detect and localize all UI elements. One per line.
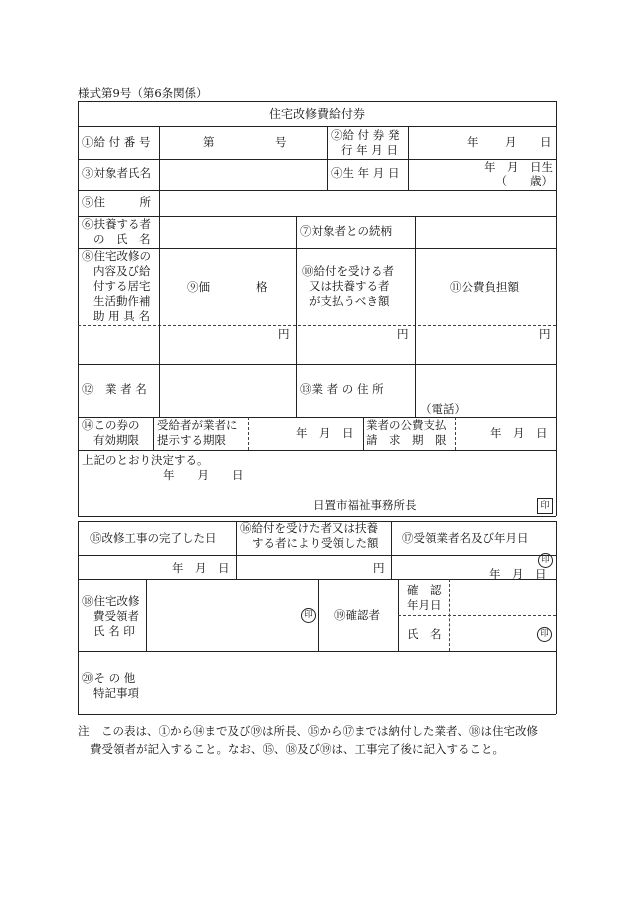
label-claim-1: 業者の公費支払 <box>366 418 447 432</box>
label-price: ⑨価 格 <box>187 280 268 294</box>
issue-day: 日 <box>540 135 552 149</box>
label-valid-2: 有効期限 <box>93 433 139 447</box>
label-pay-3: が支払うべき額 <box>309 294 390 308</box>
label-subject-name: ③対象者氏名 <box>82 166 151 180</box>
label-received-2: する者により受領した額 <box>252 536 379 550</box>
label-birth-date: ④生 年 月 日 <box>331 166 400 180</box>
label-confirm-name: 氏 名 <box>407 627 442 641</box>
label-public-burden: ⑪公費負担額 <box>450 280 519 294</box>
completion-ymd: 年 月 日 <box>172 561 230 575</box>
label-confirmer: ⑲確認者 <box>334 608 380 622</box>
yen-price: 円 <box>278 327 290 341</box>
birth-age: （ 歳） <box>495 174 553 188</box>
label-remarks-1: ⑳そ の 他 <box>82 671 136 685</box>
birth-ymd: 年 月 日生 <box>484 160 553 174</box>
label-confirm-date-2: 年月日 <box>407 598 442 612</box>
phone-label: （電話） <box>420 402 466 416</box>
label-vendor-name: ⑫ 業 者 名 <box>82 382 147 396</box>
label-relation: ⑦対象者との続柄 <box>300 224 392 238</box>
number-go: 号 <box>275 135 287 149</box>
label-valid-1: ⑭この券の <box>82 418 140 432</box>
label-issue-date-2: 行 年 月 日 <box>341 143 398 157</box>
label-vendor-received: ⑰受領業者名及び年月日 <box>402 531 529 545</box>
seal-icon: 印 <box>301 608 316 623</box>
label-supporter-1: ⑥扶養する者 <box>82 217 151 231</box>
table-border-top <box>78 101 556 102</box>
label-recipient-1: ⑱住宅改修 <box>82 594 140 608</box>
present-ymd: 年 月 日 <box>296 426 354 440</box>
label-grant-number: ①給 付 番 号 <box>82 135 151 149</box>
note-line-1: 注 この表は、①から⑭まで及び⑲は所長、⑮から⑰までは納付した業者、⑱は住宅改修 <box>78 724 538 738</box>
claim-ymd: 年 月 日 <box>490 426 548 440</box>
label-recipient-3: 氏 名 印 <box>93 624 135 638</box>
label-recipient-2: 費受領者 <box>93 609 139 623</box>
issue-year: 年 <box>467 135 479 149</box>
label-vendor-address: ⑬業 者 の 住 所 <box>300 382 384 396</box>
label-content-2: 内容及び給 <box>93 264 151 278</box>
label-present-2: 提示する期限 <box>157 433 226 447</box>
decision-text: 上記のとおり決定する。 <box>82 453 209 467</box>
decision-ymd: 年 月 日 <box>163 468 244 482</box>
label-address: ⑤住 所 <box>82 195 151 209</box>
office-name: 日置市福祉事務所長 <box>313 498 417 512</box>
table-border-right <box>556 101 557 516</box>
note-line-2: 費受領者が記入すること。なお、⑮、⑱及び⑲は、工事完了後に記入すること。 <box>90 742 504 756</box>
label-remarks-2: 特記事項 <box>93 686 139 700</box>
label-received-1: ⑯給付を受けた者又は扶養 <box>240 521 378 535</box>
label-issue-date-1: ②給 付 券 発 <box>331 128 400 142</box>
form-id: 様式第9号（第6条関係） <box>78 86 208 100</box>
table-border-left <box>78 101 79 516</box>
seal-square-icon: 印 <box>537 498 553 514</box>
label-pay-2: 又は扶養する者 <box>309 279 390 293</box>
label-content-4: 生活動作補 <box>93 294 151 308</box>
label-content-3: 付する居宅 <box>93 279 151 293</box>
seal-icon: 印 <box>538 553 553 568</box>
vendor-ymd: 年 月 日 <box>489 567 547 581</box>
label-content-1: ⑧住宅改修の <box>82 249 151 263</box>
label-completion-date: ⑮改修工事の完了した日 <box>90 531 217 545</box>
yen-received: 円 <box>373 561 385 575</box>
label-pay-1: ⑩給付を受ける者 <box>302 264 394 278</box>
label-content-5: 助 用 具 名 <box>93 309 150 323</box>
label-claim-2: 請 求 期 限 <box>366 433 447 447</box>
issue-month: 月 <box>505 135 517 149</box>
seal-icon: 印 <box>537 627 552 642</box>
form-title: 住宅改修費給付券 <box>268 107 365 121</box>
number-dai: 第 <box>203 135 215 149</box>
label-confirm-date-1: 確 認 <box>407 583 442 597</box>
label-present-1: 受給者が業者に <box>157 418 238 432</box>
yen-pay: 円 <box>397 327 409 341</box>
yen-public: 円 <box>539 327 551 341</box>
label-supporter-2: の 氏 名 <box>93 232 151 246</box>
